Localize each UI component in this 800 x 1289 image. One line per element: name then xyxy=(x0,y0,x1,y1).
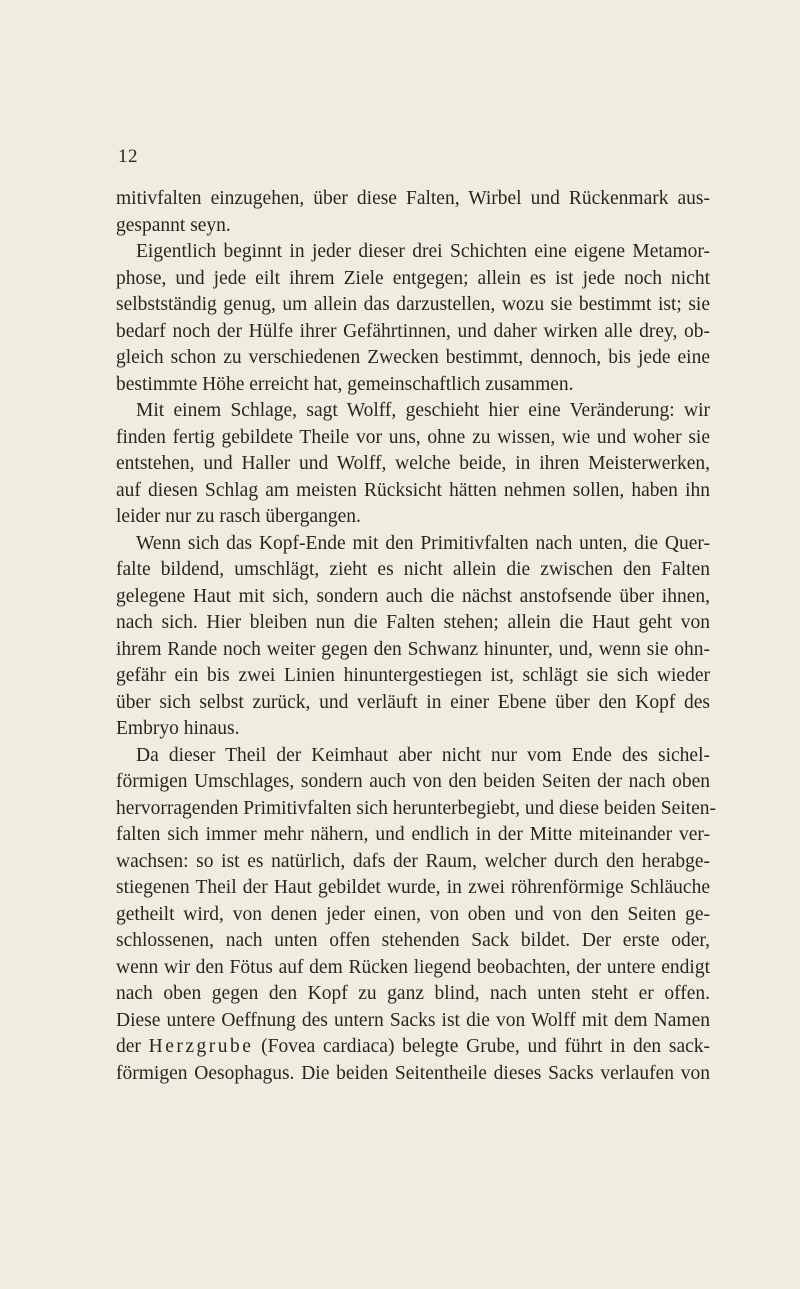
text-line: bedarf noch der Hülfe ihrer Gefährtinnen, und daher wirken alle drey, ob- xyxy=(116,320,710,342)
text-line: falte bildend, umschlägt, zieht es nicht allein die zwischen den Falten xyxy=(116,559,710,580)
text-line: Wenn sich das Kopf-Ende mit den Primitivfalten nach unten, die Quer- xyxy=(136,532,710,554)
text-line: Mit einem Schlage, sagt Wolff, geschieht hier eine Veränderung: wir xyxy=(136,400,710,421)
text-line: wachsen: so ist es natürlich, dafs der Raum, welcher durch den herabge- xyxy=(116,850,710,872)
text-line xyxy=(116,1034,710,1061)
line-end: (Fovea cardiaca) belegte Grube, und führt in den sack- xyxy=(253,1036,710,1057)
text-line: getheilt wird, von denen jeder einen, von oben und von den Seiten ge- xyxy=(116,903,710,925)
text-line: phose, und jede eilt ihrem Ziele entgegen; allein es ist jede noch nicht xyxy=(116,267,710,289)
text-line: gespannt seyn. xyxy=(116,214,231,236)
text-line: stiegenen Theil der Haut gebildet wurde, in zwei röhrenförmige Schläuche xyxy=(116,877,710,898)
text-line: falten sich immer mehr nähern, und endlich in der Mitte miteinander ver- xyxy=(116,824,710,845)
text-line: gleich schon zu verschiedenen Zwecken bestimmt, dennoch, bis jede eine xyxy=(116,347,710,368)
text-line: Diese untere Oeffnung des untern Sacks ist die von Wolff mit dem Namen xyxy=(116,1009,710,1031)
text-line: schlossenen, nach unten offen stehenden Sack bildet. Der erste oder, xyxy=(116,930,710,951)
text-line: Eigentlich beginnt in jeder dieser drei Schichten eine eigene Metamor- xyxy=(136,241,710,262)
text-line: nach sich. Hier bleiben nun die Falten stehen; allein die Haut geht von xyxy=(116,612,710,633)
text-line: förmigen Umschlages, sondern auch von den beiden Seiten der nach oben xyxy=(116,771,710,792)
text-line: förmigen Oesophagus. Die beiden Seitentheile dieses Sacks verlaufen von xyxy=(116,1062,710,1084)
text-line: gelegene Haut mit sich, sondern auch die nächst anstofsende über ihnen, xyxy=(116,585,710,607)
text-line: Embryo hinaus. xyxy=(116,718,240,739)
text-line: bestimmte Höhe erreicht hat, gemeinschaftlich zusammen. xyxy=(116,373,574,395)
text-line: Da dieser Theil der Keimhaut aber nicht nur vom Ende des sichel- xyxy=(136,744,710,766)
line-start: der xyxy=(116,1036,149,1057)
text-line: wenn wir den Fötus auf dem Rücken liegend beobachten, der untere endigt xyxy=(116,956,710,978)
text-line: entstehen, und Haller und Wolff, welche beide, in ihren Meisterwerken, xyxy=(116,453,710,474)
text-line: hervorragenden Primitivfalten sich herunterbegiebt, und diese beiden Seiten- xyxy=(116,797,716,819)
text-line: gefähr ein bis zwei Linien hinuntergestiegen ist, schlägt sie sich wieder xyxy=(116,665,710,686)
text-line: nach oben gegen den Kopf zu ganz blind, nach unten steht er offen. xyxy=(116,983,710,1004)
body-text xyxy=(116,186,716,1087)
text-line: finden fertig gebildete Theile vor uns, ohne zu wissen, wie und woher sie xyxy=(116,426,710,448)
text-line: mitivfalten einzugehen, über diese Falten, Wirbel und Rückenmark aus- xyxy=(116,188,710,209)
text-line: ihrem Rande noch weiter gegen den Schwanz hinunter, und, wenn sie ohn- xyxy=(116,638,710,660)
text-line: auf diesen Schlag am meisten Rücksicht hätten nehmen sollen, haben ihn xyxy=(116,479,710,501)
text-line: selbstständig genug, um allein das darzustellen, wozu sie bestimmt ist; sie xyxy=(116,294,710,315)
text-line: über sich selbst zurück, und verläuft in einer Ebene über den Kopf des xyxy=(116,691,710,713)
emphasized-term: Herzgrube xyxy=(148,1036,254,1057)
text-line: leider nur zu rasch übergangen. xyxy=(116,506,361,527)
page-number: 12 xyxy=(118,146,138,167)
